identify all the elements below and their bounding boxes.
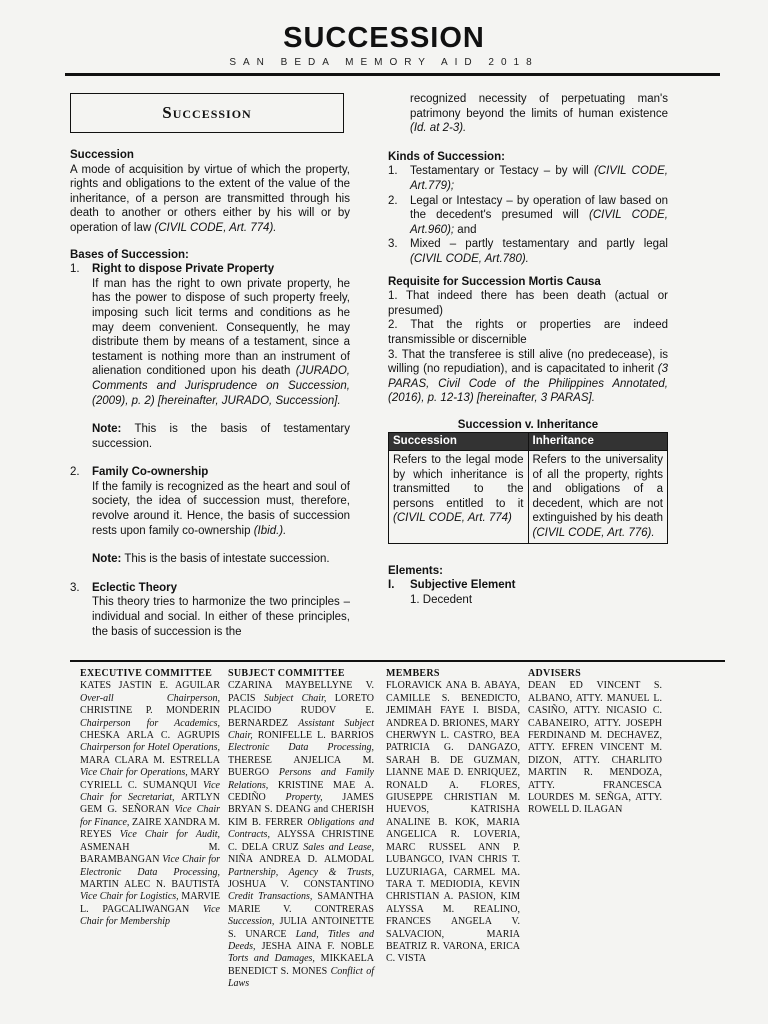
committee-member-role: Partnership, Agency & Trusts, xyxy=(228,866,374,878)
element-subitem: 1. Decedent xyxy=(410,593,473,606)
footer-heading: ADVISERS xyxy=(528,668,581,679)
committee-member-name: RONIFELLE L. BARRIOS xyxy=(257,730,374,742)
committee-member-name: MARY CYRIELL C. SUMANQUI xyxy=(80,767,220,791)
section-title: Succession xyxy=(162,103,252,122)
committee-member-role: Chairperson for Academics, xyxy=(80,717,220,729)
footer-heading: MEMBERS xyxy=(386,668,440,679)
footer-executive-committee xyxy=(80,668,220,929)
committee-member-name: CHRISTINE P. MONDERIN xyxy=(80,705,220,717)
basis-item-1: 1. Right to dispose Private Property If man has the right to own private property, he has the power to dispose of such property freely, imposing such licit terms and conditions as he may deem convenient. Consequently, he may distribute them by means of a testament, since a testament is nothing more than an instrument of alienation conditioned upon his death (JURADO, Comments and Jurisprudence on Succession, (2009), p. 2) [hereinafter, JURADO, Succession]. Note: This is the basis of testamentary succession. xyxy=(70,263,350,450)
committee-member-role: Property, xyxy=(285,792,343,804)
basis-note: Note: This is the basis of intestate succession. xyxy=(92,553,330,566)
continued-paragraph: recognized necessity of perpetuating man's patrimony beyond the limits of human existence (Id. at 2-3). xyxy=(410,93,668,135)
definition-paragraph: A mode of acquisition by virtue of which the property, rights and obligations to the extent of the value of the inheritance, of a person are transmitted through his death to another or others either by his will or by operation of law (CIVIL CODE, Art. 774). xyxy=(70,163,350,234)
elements-heading: Elements: xyxy=(388,564,443,577)
committee-member-name: ASMENAH M. BARAMBANGAN xyxy=(80,841,220,866)
committee-list xyxy=(80,680,220,928)
committee-member-name: MARVIE L. PAGCALIWANGAN xyxy=(80,891,220,915)
committee-member-name: MARTIN ALEC N. BAUTISTA xyxy=(80,878,220,890)
committee-member-role: Subject Chair, xyxy=(263,692,335,704)
footer-members xyxy=(386,668,520,966)
committee-member-role: Vice Chair for Membership xyxy=(80,903,220,928)
committee-member-role: Land, Titles and Deeds, xyxy=(228,928,374,952)
committee-member-role: Over-all Chairperson, xyxy=(80,692,220,704)
advisers-list: DEAN ED VINCENT S. ALBANO, ATTY. MANUEL L. CASIÑO, ATTY. NICASIO C. CABANEIRO, ATTY. JOSEPH FERDINAND M. DECHAVEZ, ATTY. EFREN VINCENT M. DIZON, ATTY. CHARLITO MARTIN R. MENDOZA, ATTY. FRANCESCA LOURDES M. SEÑGA, ATTY. ROWELL D. ILAGAN xyxy=(528,680,662,816)
committee-member-name: MIKKAELA BENEDICT S. MONES xyxy=(228,953,374,977)
committee-member-name: CHESKA ARLA C. AGRUPIS xyxy=(80,730,220,742)
committee-member-name: ZAIRE XANDRA M. REYES xyxy=(80,816,220,841)
committee-member-role: Sales and Lease, xyxy=(303,841,374,853)
committee-member-role: Chairperson for Hotel Operations, xyxy=(80,742,220,754)
basis-item-2: 2. Family Co-ownership If the family is recognized as the heart and soul of society, the idea of succession must, therefore, revolve around it. Hence, the basis of succession rests upon family co-ownership (Ibid.). xyxy=(70,466,350,537)
committee-member-role: Credit Transactions, xyxy=(228,891,318,903)
committee-member-name: KRISTINE MAE A. CEDIÑO xyxy=(228,779,374,804)
committee-member-role: Persons and Family Relations, xyxy=(228,767,374,791)
requisite-item: 2. That the rights or properties are indeed transmissible or discernible xyxy=(388,319,668,346)
committee-member-role: Conflict of Laws xyxy=(228,965,374,990)
committee-member-name: SAMANTHA MARIE V. CONTRERAS xyxy=(228,891,374,915)
committee-member-role: Vice Chair for Secretariat, xyxy=(80,779,220,804)
committee-list xyxy=(228,680,374,990)
definition-heading: Succession xyxy=(70,149,134,161)
section-title-box xyxy=(70,93,344,133)
committee-member-name: ARTLYN GEM G. SEÑORAN xyxy=(80,792,220,816)
committee-member-name: NIÑA ANDREA D. ALMODAL xyxy=(228,854,374,866)
requisite-item: 1. That indeed there has been death (actual or presumed) xyxy=(388,290,668,317)
basis-item-3: 3. Eclectic Theory This theory tries to harmonize the two principles – individual and social. In either of these principles, the basis of succession is the xyxy=(70,581,350,638)
committee-member-name: JULIA ANTOINETTE S. UNARCE xyxy=(228,916,374,940)
committee-member-name: JAMES BRYAN S. DEANG and CHERISH KIM B. FERRER xyxy=(228,792,374,828)
members-list: FLORAVICK ANA B. ABAYA, CAMILLE S. BENEDICTO, JEMIMAH FAYE I. BISDA, ANDREA D. BRIONES, MARY CHERWYN L. CASTRO, BEA PATRICIA G. DANGAZO, SARAH B. DE GUZMAN, LIANNE MAE D. ENRIQUEZ, RONALD A. FLORES, GIUSEPPE CHRISTIAN M. HUEVOS, KATRISHA ANALINE B. KOK, MARIA ANGELICA R. LOVERIA, MARC RUSSEL ANN P. LUBANGCO, IVAN CHRIS T. LUZURIAGA, CARMEL MA. TARA T. MEDIODIA, KEVIN CHRISTIAN A. PASION, KIM ALYSSA M. REALINO, FRANCES ANGELA V. SALVACION, MARIA BEATRIZ R. VARONA, ERICA C. VISTA xyxy=(386,680,520,965)
table-header: Succession xyxy=(389,433,529,451)
committee-member-role: Vice Chair for Electronic Data Processing, xyxy=(80,854,221,878)
table-cell: Refers to the universality of all the property, rights and obligations of a decedent, which are not extinguished by his death (CIVIL CODE, Art. 776). xyxy=(528,451,668,544)
header-divider xyxy=(65,73,720,76)
right-column xyxy=(388,92,668,607)
comparison-table-title: Succession v. Inheritance xyxy=(457,418,599,431)
kind-item: 2. Legal or Intestacy – by operation of law based on the decedent's presumed will (CIVIL CODE, Art.960); and xyxy=(388,194,668,236)
committee-member-role: Vice Chair for Logistics, xyxy=(80,891,182,903)
committee-member-role: Electronic Data Processing, xyxy=(228,742,374,754)
committee-member-name: MARA CLARA M. ESTRELLA xyxy=(80,754,220,766)
kind-item: 3. Mixed – partly testamentary and partly legal (CIVIL CODE, Art.780). xyxy=(388,238,668,265)
committee-member-name: JESHA AINA F. NOBLE xyxy=(261,940,374,952)
committee-member-role: Succession, xyxy=(228,916,280,928)
committee-member-role: Vice Chair for Operations, xyxy=(80,767,191,779)
requisites-heading: Requisite for Succession Mortis Causa xyxy=(388,275,601,288)
committee-member-name: JOSHUA V. CONSTANTINO xyxy=(228,878,374,890)
committee-member-role: Obligations and Contracts, xyxy=(228,816,374,841)
committee-member-name: THERESE ANJELICA M. BUERGO xyxy=(228,754,374,779)
basis-note: Note: This is the basis of testamentary succession. xyxy=(92,423,350,450)
footer-advisers xyxy=(528,668,662,817)
kinds-heading: Kinds of Succession: xyxy=(388,150,505,163)
bases-heading: Bases of Succession: xyxy=(70,248,189,261)
committee-member-name: KATES JASTIN E. AGUILAR xyxy=(80,680,220,692)
requisite-item: 3. That the transferee is still alive (no predecease), is willing (no repudiation), and is capacitated to inherit (3 PARAS, Civil Code of the Philippines Annotated, (2016), p. 12-13) [hereinafter, 3 PARAS]. xyxy=(388,348,668,405)
footer-heading: EXECUTIVE COMMITTEE xyxy=(80,668,213,679)
committee-member-role: Torts and Damages, xyxy=(228,953,321,965)
table-cell: Refers to the legal mode by which inheritance is transmitted to the persons entitled to it (CIVIL CODE, Art. 774) xyxy=(389,451,529,544)
comparison-table xyxy=(388,432,668,543)
footer-divider xyxy=(70,660,725,662)
page-title: SUCCESSION xyxy=(283,22,485,54)
committee-member-name: ALYSSA CHRISTINE C. DELA CRUZ xyxy=(228,829,374,853)
footer-heading: SUBJECT COMMITTEE xyxy=(228,668,345,679)
footer-subject-committee xyxy=(228,668,374,991)
committee-member-name: CZARINA MAYBELLYNE V. PACIS xyxy=(228,680,374,704)
left-column xyxy=(70,148,350,639)
committee-member-role: Vice Chair for Audit, xyxy=(119,829,220,841)
committee-member-role: Vice Chair for Finance, xyxy=(80,804,220,828)
committee-member-role: Assistant Subject Chair, xyxy=(228,717,374,742)
kind-item: 1. Testamentary or Testacy – by will (CIVIL CODE, Art.779); xyxy=(388,165,668,192)
element-item: I. Subjective Element xyxy=(388,579,516,592)
committee-member-name: LORETO PLACIDO RUDOV E. BERNARDEZ xyxy=(228,692,374,729)
page-subtitle: SAN BEDA MEMORY AID 2018 xyxy=(229,57,539,68)
table-header: Inheritance xyxy=(528,433,668,451)
